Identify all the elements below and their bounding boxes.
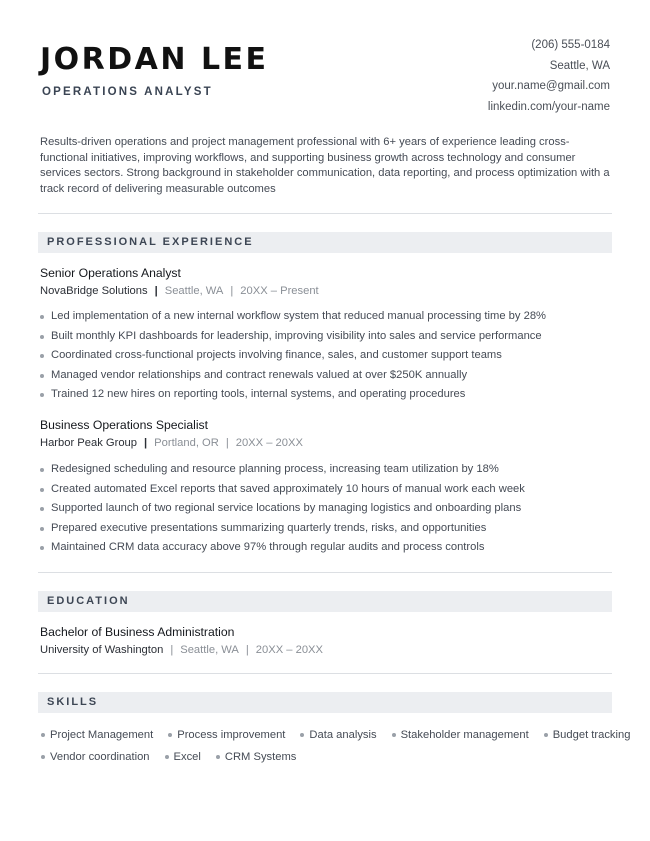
section-title: SKILLS: [47, 696, 99, 708]
skill-item: Vendor coordination: [40, 747, 150, 767]
candidate-role: OPERATIONS ANALYST: [42, 86, 213, 98]
separator: |: [245, 644, 249, 656]
degree-title: Bachelor of Business Administration: [40, 625, 235, 639]
list-item: Redesigned scheduling and resource planning process, increasing team utilization by 18%: [40, 460, 525, 480]
contact-phone: (206) 555-0184: [531, 39, 610, 51]
skill-item: Project Management: [40, 725, 153, 745]
section-header-education: [38, 591, 612, 612]
school-name: University of Washington: [40, 644, 164, 656]
list-item: Prepared executive presentations summarizing quarterly trends, risks, and opportunities: [40, 519, 525, 539]
skills-row: [40, 725, 631, 747]
job-company: NovaBridge Solutions: [40, 285, 148, 297]
job-location: Seattle, WA: [164, 285, 224, 297]
contact-block: [488, 35, 610, 117]
divider: [38, 213, 612, 214]
contact-linkedin[interactable]: linkedin.com/your-name: [487, 100, 610, 113]
education-meta: [40, 644, 323, 656]
divider: [38, 673, 612, 674]
education-dates: 20XX – 20XX: [255, 644, 323, 656]
skill-item: Excel: [164, 747, 201, 767]
divider: [38, 572, 612, 573]
job-dates: 20XX – Present: [240, 285, 319, 297]
job-title: Senior Operations Analyst: [40, 266, 181, 280]
list-item: Built monthly KPI dashboards for leadership, improving visibility into sales and service performance: [40, 327, 546, 347]
job-location: Portland, OR: [154, 437, 219, 449]
section-header-experience: [38, 232, 612, 253]
skill-item: Budget tracking: [543, 725, 631, 745]
separator: |: [154, 285, 158, 297]
contact-email[interactable]: your.name@gmail.com: [492, 80, 610, 92]
list-item: Trained 12 new hires on reporting tools, internal systems, and operating procedures: [40, 385, 546, 405]
school-location: Seattle, WA: [180, 644, 239, 656]
list-item: Maintained CRM data accuracy above 97% through regular audits and process controls: [40, 538, 525, 558]
list-item: Created automated Excel reports that saved approximately 10 hours of manual work each week: [40, 480, 525, 500]
job-title: Business Operations Specialist: [40, 418, 209, 432]
job-company: Harbor Peak Group: [40, 437, 138, 449]
skills-row: [40, 747, 615, 769]
skill-item: CRM Systems: [215, 747, 296, 767]
skill-item: Data analysis: [299, 725, 376, 745]
job-bullets: [40, 307, 546, 405]
list-item: Led implementation of a new internal workflow system that reduced manual processing time by 28%: [40, 307, 546, 327]
section-title: EDUCATION: [47, 595, 130, 607]
skills-list: [40, 725, 631, 769]
skill-item: Process improvement: [167, 725, 285, 745]
job-bullets: [40, 460, 525, 558]
professional-summary: Results-driven operations and project management professional with 6+ years of experience leading cross-functional initiatives, improving workflows, and supporting business growth across technology and consumer services sectors. Strong background in stakeholder communication, data reporting, and process optimization with a track record of delivering measurable outcomes: [40, 136, 610, 196]
separator: |: [144, 437, 148, 449]
job-meta: [40, 285, 319, 297]
section-header-skills: [38, 692, 612, 713]
candidate-name: JORDAN LEE: [40, 42, 269, 77]
separator: |: [170, 644, 174, 656]
skill-item: Stakeholder management: [391, 725, 529, 745]
list-item: Managed vendor relationships and contract renewals valued at over $250K annually: [40, 366, 546, 386]
separator: |: [225, 437, 229, 449]
list-item: Supported launch of two regional service locations by managing logistics and onboarding plans: [40, 499, 525, 519]
section-title: PROFESSIONAL EXPERIENCE: [47, 236, 254, 248]
separator: |: [230, 285, 234, 297]
job-meta: [40, 437, 303, 449]
contact-location: Seattle, WA: [549, 59, 610, 72]
list-item: Coordinated cross-functional projects involving finance, sales, and customer support teams: [40, 346, 546, 366]
job-dates: 20XX – 20XX: [235, 437, 303, 449]
